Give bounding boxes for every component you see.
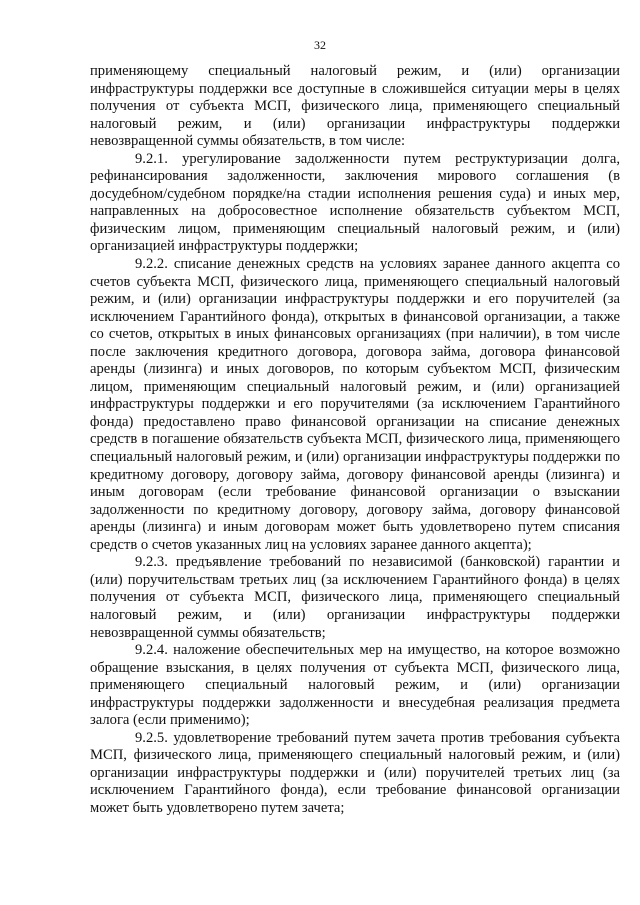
paragraph-intro-continuation: применяющему специальный налоговый режим, и (или) организации инфраструктуры поддержки все доступные в сложившейся ситуации меры в целях получения от субъекта МСП, физического лица, применяющего специальный налоговый режим, и (или) организации инфраструктуры поддержки невозвращенной суммы обязательств, в том числе: <box>90 63 620 150</box>
paragraph-9-2-1: 9.2.1. урегулирование задолженности путем реструктуризации долга, рефинансирования задолженности, заключения мирового соглашения (в досудебном/судебном порядке/на стадии исполнения решения суда) и иных мер, направленных на добросовестное исполнение обязательств субъектом МСП, физическим лицом, применяющим специальный налоговый режим, и (или) организацией инфраструктуры поддержки; <box>90 150 620 255</box>
page-number: 32 <box>314 38 326 52</box>
paragraph-9-2-3: 9.2.3. предъявление требований по независимой (банковской) гарантии и (или) поручительствам третьих лиц (за исключением Гарантийного фонда) в целях получения от субъекта МСП, физического лица, применяющего специальный налоговый режим, и (или) организации инфраструктуры поддержки невозвращенной суммы обязательств; <box>90 554 620 641</box>
paragraph-9-2-4: 9.2.4. наложение обеспечительных мер на имущество, на которое возможно обращение взыскания, в целях получения от субъекта МСП, физического лица, применяющего специальный налоговый режим, и (или) организации инфраструктуры поддержки задолженности и внесудебная реализация предмета залога (если применимо); <box>90 642 620 729</box>
paragraph-9-2-5: 9.2.5. удовлетворение требований путем зачета против требования субъекта МСП, физического лица, применяющего специальный налоговый режим, и (или) организации инфраструктуры поддержки и (или) поручителей третьих лиц (за исключением Гарантийного фонда), если требование финансовой организации может быть удовлетворено путем зачета; <box>90 729 620 816</box>
document-body <box>90 63 620 818</box>
paragraph-9-2-2: 9.2.2. списание денежных средств на условиях заранее данного акцепта со счетов субъекта МСП, физического лица, применяющего специальный налоговый режим, и (или) организации инфраструктуры поддержки и его поручителей (за исключением Гарантийного фонда), открытых в финансовой организации, а также со счетов, открытых в иных финансовых организациях (при наличии), в том числе после заключения кредитного договора, договора займа, договора финансовой аренды (лизинга) и иных договоров, по которым субъектом МСП, физическим лицом, применяющим специальный налоговый режим, и (или) организацией инфраструктуры поддержки и его поручителями (за исключением Гарантийного фонда) предоставлено право финансовой организации на списание денежных средств в погашение обязательств субъекта МСП, физического лица, применяющего специальный налоговый режим, и (или) организации инфраструктуры поддержки по кредитному договору, договору займа, договору финансовой аренды (лизинга) и иным договорам (если требование финансовой организации о взыскании задолженности по кредитному договору, договору займа, договору финансовой аренды (лизинга) и иным договорам может быть удовлетворено путем списания средств о счетов указанных лиц на условиях заранее данного акцепта); <box>90 256 620 553</box>
